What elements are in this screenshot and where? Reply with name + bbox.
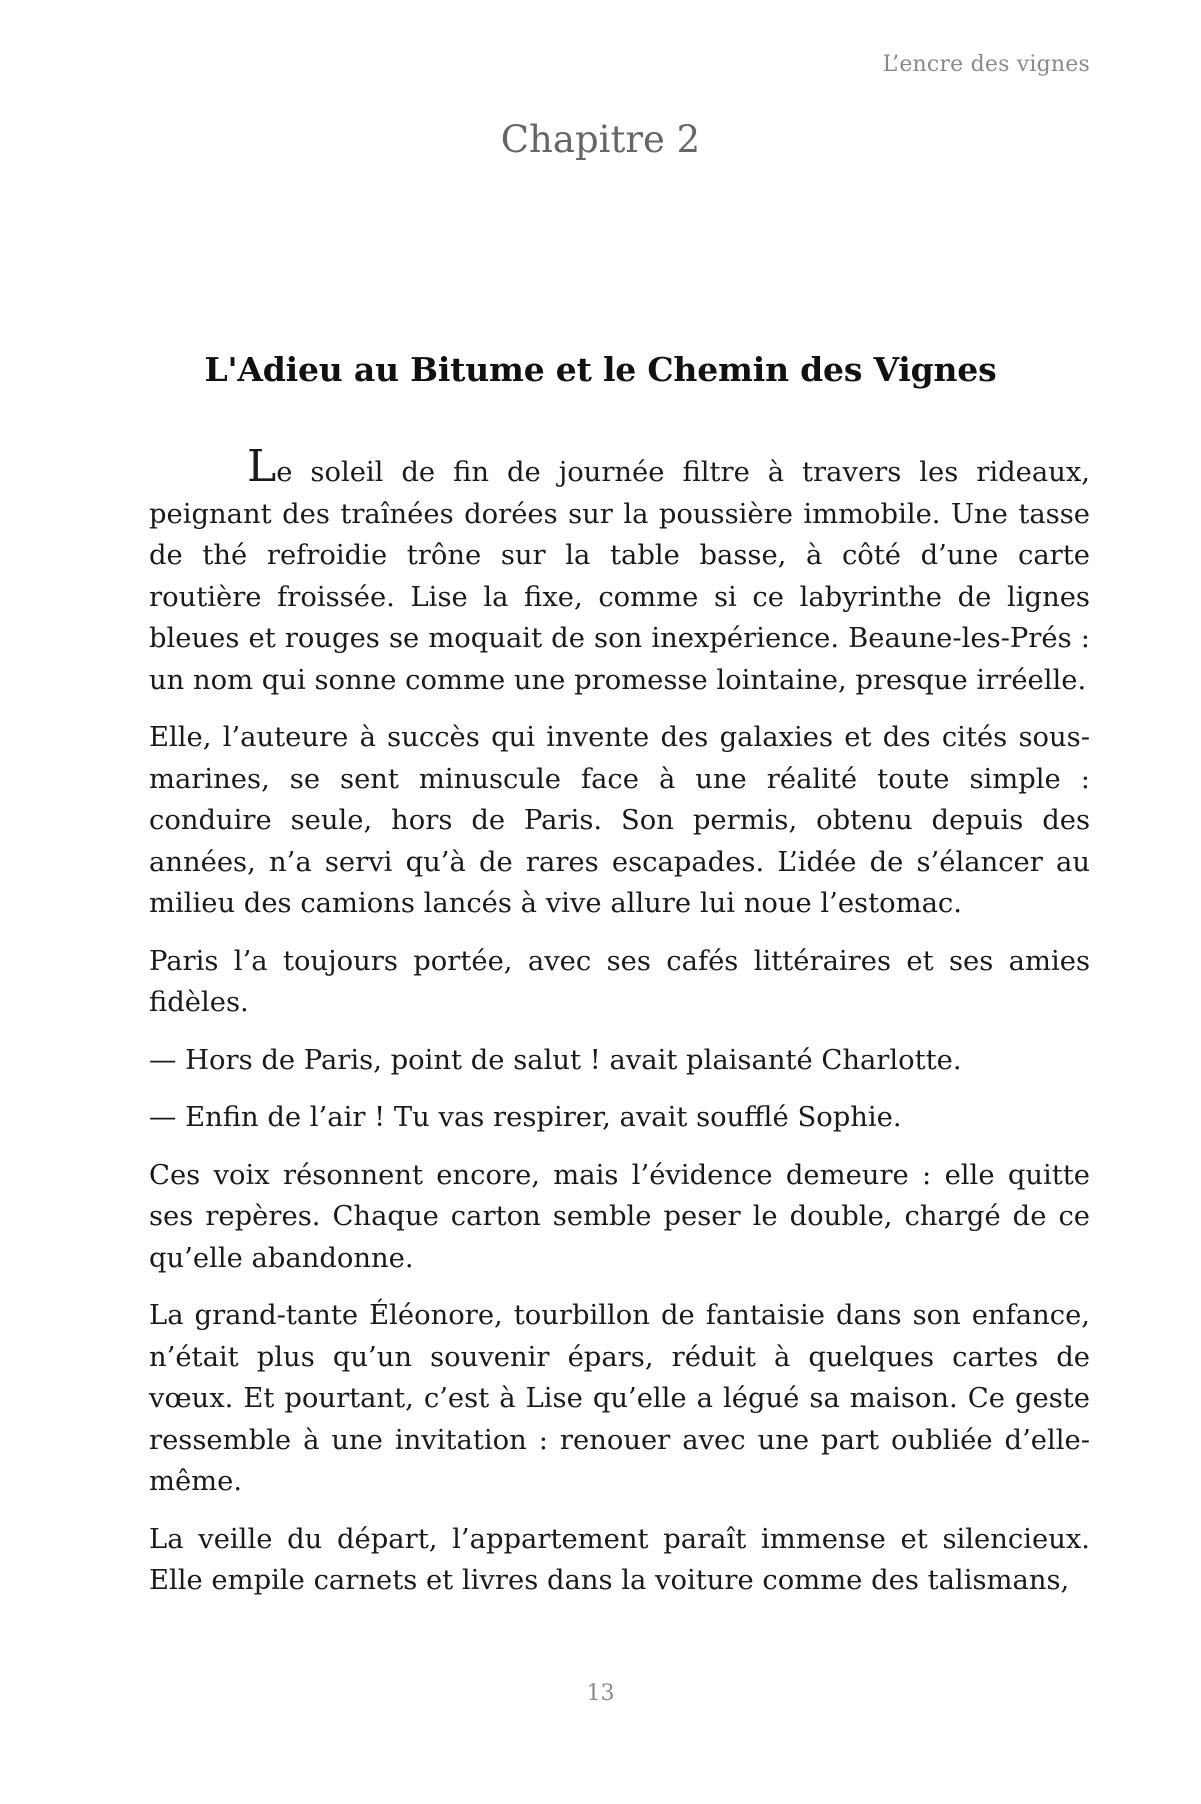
page-number: 13	[586, 1681, 615, 1706]
paragraph-7: La grand-tante Éléonore, tourbillon de fantaisie dans son enfance, n’était plus qu’un souvenir épars, réduit à quelques cartes de vœux. Et pourtant, c’est à Lise qu’elle a légué sa maison. Ce geste ressemble à une invitation : renouer avec une part oubliée d’elle-même.	[149, 1300, 1090, 1497]
dialogue-line-charlotte: — Hors de Paris, point de salut ! avait plaisanté Charlotte.	[149, 1044, 962, 1076]
chapter-title: L'Adieu au Bitume et le Chemin des Vignes	[204, 350, 997, 389]
paragraph-1	[149, 441, 1090, 701]
paragraph-2: Elle, l’auteure à succès qui invente des galaxies et des cités sous-marines, se sent minuscule face à une réalité toute simple : conduire seule, hors de Paris. Son permis, obtenu depuis des années, n’a servi qu’à de rares escapades. L’idée de s’élancer au milieu des camions lancés à vive allure lui noue l’estomac.	[149, 722, 1090, 919]
paragraph-3: Paris l’a toujours portée, avec ses cafés littéraires et ses amies fidèles.	[149, 945, 1090, 1018]
chapter-number: Chapitre 2	[500, 118, 701, 161]
dialogue-line-sophie: — Enfin de l’air ! Tu vas respirer, avait soufflé Sophie.	[149, 1102, 902, 1133]
paragraph-8: La veille du départ, l’appartement paraît immense et silencieux. Elle empile carnets et livres dans la voiture comme des talismans,	[149, 1523, 1090, 1596]
paragraph-1-text: e soleil de fin de journée filtre à travers les rideaux, peignant des traînées dorées sur la poussière immobile. Une tasse de thé refroidie trône sur la table basse, à côté d’une carte routière froissée. Lise la fixe, comme si ce labyrinthe de lignes bleues et rouges se moquait de son inexpérience. Beaune-les-Prés : un nom qui sonne comme une promesse lointaine, presque irréelle.	[149, 457, 1090, 696]
chapter-body	[149, 441, 1090, 1618]
running-header-book-title: L’encre des vignes	[882, 52, 1090, 77]
paragraph-6: Ces voix résonnent encore, mais l’évidence demeure : elle quitte ses repères. Chaque carton semble peser le double, chargé de ce qu’elle abandonne.	[149, 1159, 1090, 1274]
drop-cap: L	[247, 441, 277, 492]
